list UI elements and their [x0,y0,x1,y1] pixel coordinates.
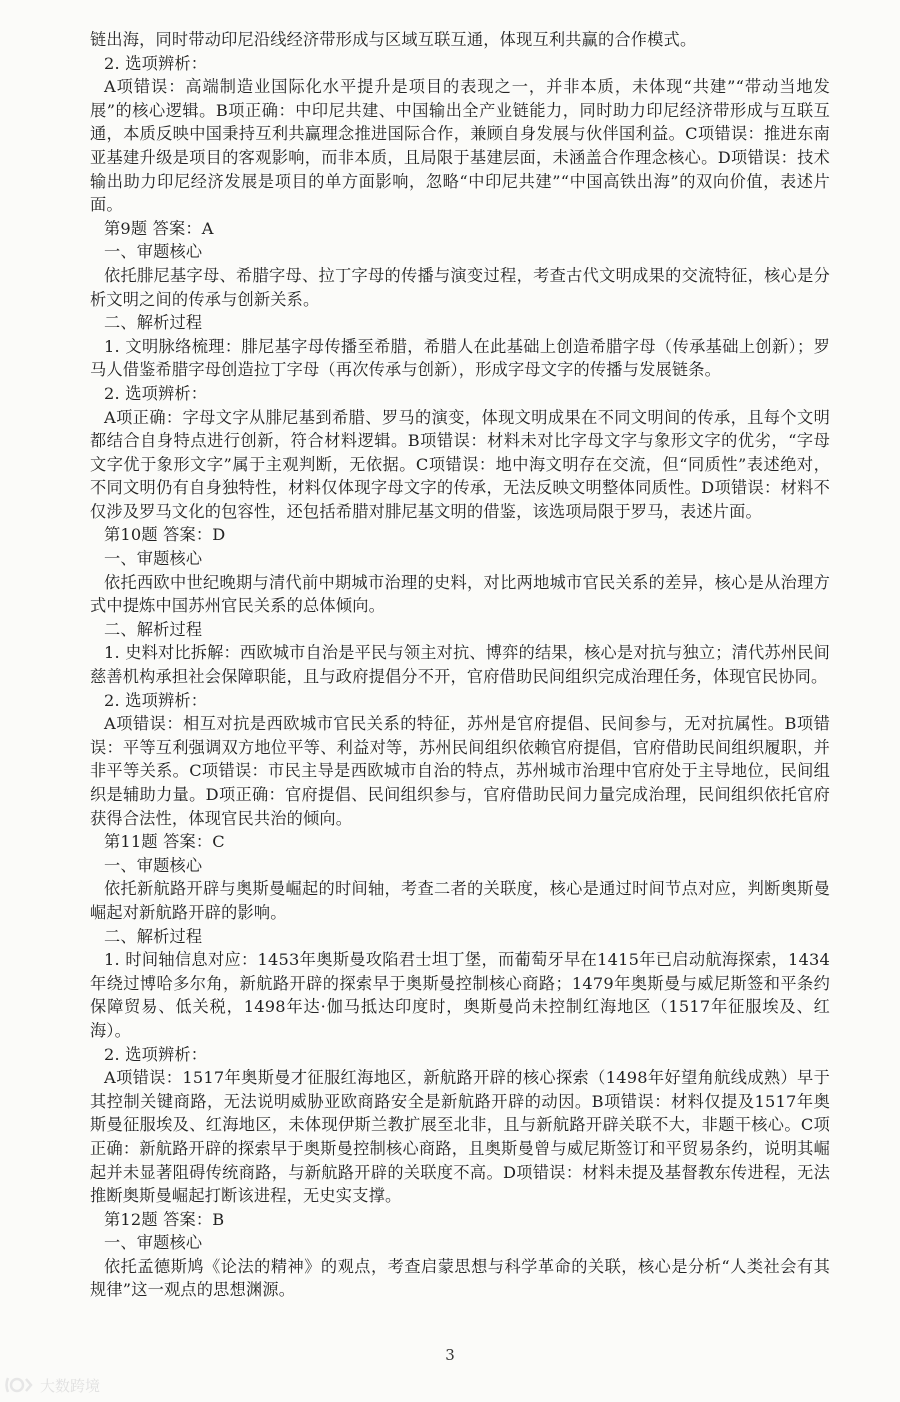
paragraph: 1. 史料对比拆解：西欧城市自治是平民与领主对抗、博弈的结果，核心是对抗与独立；清代苏州民间慈善机构承担社会保障职能，且与政府提倡分不开，官府借助民间组织完成治理任务，体现官民协同。 [90,643,830,687]
paragraph: 2. 选项辨析： [104,383,208,403]
paragraph: 1. 时间轴信息对应：1453年奥斯曼攻陷君士坦丁堡，而葡萄牙早在1415年已启动航海探索，1434年绕过博哈多尔角，新航路开辟的探索早于奥斯曼控制核心商路；1479年奥斯曼与威尼斯签和平条约保障贸易、低关税，1498年达·伽马抵达印度时，奥斯曼尚未控制红海地区（1517年征服埃及、红海）。 [90,950,830,1040]
paragraph: 依托新航路开辟与奥斯曼崛起的时间轴，考查二者的关联度，核心是通过时间节点对应，判断奥斯曼崛起对新航路开辟的影响。 [90,879,830,922]
section-heading: 二、解析过程 [104,619,203,639]
question-heading: 第11题 答案：C [104,832,225,852]
page-number: 3 [445,1346,455,1364]
paragraph: 1. 文明脉络梳理：腓尼基字母传播至希腊，希腊人在此基础上创造希腊字母（传承基础上创新）；罗马人借鉴希腊字母创造拉丁字母（再次传承与创新），形成字母文字的传播与发展链条。 [90,336,830,380]
section-heading: 一、审题核心 [104,855,203,875]
paragraph: 2. 选项辨析： [104,53,208,73]
watermark [4,1372,100,1398]
question-heading: 第9题 答案：A [104,218,214,238]
section-heading: 一、审题核心 [104,242,203,262]
paragraph: 依托西欧中世纪晚期与清代前中期城市治理的史料，对比两地城市官民关系的差异，核心是从治理方式中提炼中国苏州官民关系的总体倾向。 [90,572,830,616]
paragraph: 2. 选项辨析： [104,690,208,710]
paragraph: A项错误：高端制造业国际化水平提升是项目的表现之一，并非本质，未体现“共建”“带动当地发展”的核心逻辑。B项正确：中印尼共建、中国输出全产业链能力，同时助力印尼经济带形成与互联互通，本质反映中国秉持互利共赢理念推进国际合作，兼顾自身发展与伙伴国利益。C项错误：推进东南亚基建升级是项目的客观影响，而非本质，且局限于基建层面，未涵盖合作理念核心。D项错误：技术输出助力印尼经济发展是项目的单方面影响，忽略“中印尼共建”“中国高铁出海”的双向价值，表述片面。 [90,77,830,215]
paragraph: 2. 选项辨析： [104,1044,208,1064]
document-body [90,28,830,1302]
question-heading: 第12题 答案：B [104,1209,225,1229]
paragraph: 依托腓尼基字母、希腊字母、拉丁字母的传播与演变过程，考查古代文明成果的交流特征，核心是分析文明之间的传承与创新关系。 [90,265,830,309]
paragraph: A项错误：1517年奥斯曼才征服红海地区，新航路开辟的核心探索（1498年好望角航线成熟）早于其控制关键商路，无法说明威胁亚欧商路安全是新航路开辟的动因。B项错误：材料仅提及1517年奥斯曼征服埃及、红海地区，未体现伊斯兰教扩展至北非，且与新航路开辟关联不大，非题干核心。C项正确：新航路开辟的探索早于奥斯曼控制核心商路，且奥斯曼曾与威尼斯签订和平贸易条约，说明其崛起并未显著阻碍传统商路，与新航路开辟的关联度不高。D项错误：材料未提及基督教东传进程，无法推断奥斯曼崛起打断该进程，无史实支撑。 [90,1068,830,1206]
section-heading: 一、审题核心 [104,1233,203,1253]
watermark-logo-icon [4,1374,34,1396]
paragraph: A项错误：相互对抗是西欧城市官民关系的特征，苏州是官府提倡、民间参与，无对抗属性。B项错误：平等互利强调双方地位平等、利益对等，苏州民间组织依赖官府提倡，官府借助民间组织履职，并非平等关系。C项错误：市民主导是西欧城市自治的特点，苏州城市治理中官府处于主导地位，民间组织是辅助力量。D项正确：官府提倡、民间组织参与，官府借助民间力量完成治理，民间组织依托官府获得合法性，体现官民共治的倾向。 [90,714,830,828]
section-heading: 二、解析过程 [104,926,203,946]
section-heading: 二、解析过程 [104,313,203,333]
section-heading: 一、审题核心 [104,549,203,569]
watermark-text: 大数跨境 [40,1376,101,1395]
paragraph: 依托孟德斯鸠《论法的精神》的观点，考查启蒙思想与科学革命的关联，核心是分析“人类社会有其规律”这一观点的思想渊源。 [90,1256,830,1300]
paragraph: A项正确：字母文字从腓尼基到希腊、罗马的演变，体现文明成果在不同文明间的传承，且每个文明都结合自身特点进行创新，符合材料逻辑。B项错误：材料未对比字母文字与象形文字的优劣，“字母文字优于象形文字”属于主观判断，无依据。C项错误：地中海文明存在交流，但“同质性”表述绝对，不同文明仍有自身独特性，材料仅体现字母文字的传承，无法反映文明整体同质性。D项错误：材料不仅涉及罗马文化的包容性，还包括希腊对腓尼基文明的借鉴，该选项局限于罗马，表述片面。 [90,407,830,521]
paragraph: 链出海，同时带动印尼沿线经济带形成与区域互联互通，体现互利共赢的合作模式。 [90,30,697,49]
question-heading: 第10题 答案：D [104,525,226,545]
